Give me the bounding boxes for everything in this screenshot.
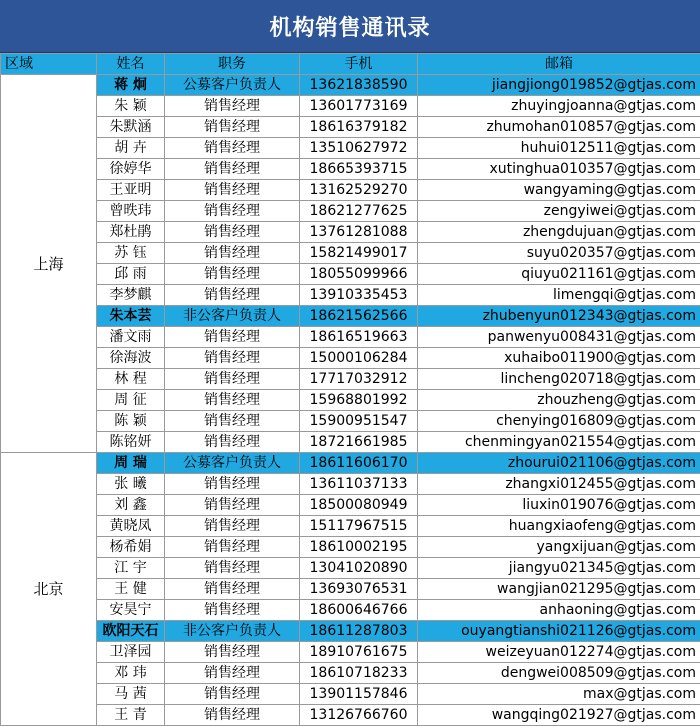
phone-cell: 17717032912 xyxy=(300,369,418,390)
role-cell: 销售经理 xyxy=(165,180,300,201)
phone-cell: 18600646766 xyxy=(300,600,418,621)
phone-cell: 13910335453 xyxy=(300,285,418,306)
phone-cell: 13126766760 xyxy=(300,705,418,726)
table-row xyxy=(1,327,700,348)
email-cell: zengyiwei@gtjas.com xyxy=(418,201,700,222)
role-cell: 销售经理 xyxy=(165,558,300,579)
table-row xyxy=(1,243,700,264)
role-cell: 销售经理 xyxy=(165,600,300,621)
role-cell: 销售经理 xyxy=(165,138,300,159)
email-cell: zhuyingjoanna@gtjas.com xyxy=(418,96,700,117)
phone-cell: 18721661985 xyxy=(300,432,418,453)
role-cell: 销售经理 xyxy=(165,579,300,600)
name-cell: 张 曦 xyxy=(97,474,165,495)
email-cell: huhui012511@gtjas.com xyxy=(418,138,700,159)
name-cell: 陈铭妍 xyxy=(97,432,165,453)
phone-cell: 18500080949 xyxy=(300,495,418,516)
table-row xyxy=(1,642,700,663)
name-cell: 王 健 xyxy=(97,579,165,600)
table-row xyxy=(1,117,700,138)
role-cell: 销售经理 xyxy=(165,117,300,138)
contact-table xyxy=(0,53,700,726)
email-cell: jiangyu021345@gtjas.com xyxy=(418,558,700,579)
table-row xyxy=(1,558,700,579)
phone-cell: 15821499017 xyxy=(300,243,418,264)
sheet-title: 机构销售通讯录 xyxy=(0,0,700,53)
table-row xyxy=(1,138,700,159)
phone-cell: 15000106284 xyxy=(300,348,418,369)
role-cell: 销售经理 xyxy=(165,201,300,222)
name-cell: 朱本芸 xyxy=(97,306,165,327)
phone-cell: 13621838590 xyxy=(300,75,418,96)
role-cell: 销售经理 xyxy=(165,516,300,537)
phone-cell: 13041020890 xyxy=(300,558,418,579)
email-cell: limengqi@gtjas.com xyxy=(418,285,700,306)
role-cell: 非公客户负责人 xyxy=(165,621,300,642)
phone-cell: 13601773169 xyxy=(300,96,418,117)
name-cell: 胡 卉 xyxy=(97,138,165,159)
email-cell: wangjian021295@gtjas.com xyxy=(418,579,700,600)
name-cell: 李梦麒 xyxy=(97,285,165,306)
name-cell: 邱 雨 xyxy=(97,264,165,285)
name-cell: 周 瑞 xyxy=(97,453,165,474)
email-cell: huangxiaofeng@gtjas.com xyxy=(418,516,700,537)
table-row xyxy=(1,663,700,684)
role-cell: 公募客户负责人 xyxy=(165,453,300,474)
email-cell: jiangjiong019852@gtjas.com xyxy=(418,75,700,96)
table-row xyxy=(1,96,700,117)
email-cell: max@gtjas.com xyxy=(418,684,700,705)
email-cell: zhangxi012455@gtjas.com xyxy=(418,474,700,495)
name-cell: 江 宇 xyxy=(97,558,165,579)
table-row xyxy=(1,285,700,306)
name-cell: 刘 鑫 xyxy=(97,495,165,516)
phone-cell: 18610718233 xyxy=(300,663,418,684)
phone-cell: 15968801992 xyxy=(300,390,418,411)
table-row xyxy=(1,222,700,243)
phone-cell: 18610002195 xyxy=(300,537,418,558)
header-role: 职务 xyxy=(165,54,300,75)
email-cell: qiuyu021161@gtjas.com xyxy=(418,264,700,285)
name-cell: 邓 玮 xyxy=(97,663,165,684)
role-cell: 销售经理 xyxy=(165,495,300,516)
phone-cell: 18055099966 xyxy=(300,264,418,285)
email-cell: suyu020357@gtjas.com xyxy=(418,243,700,264)
role-cell: 销售经理 xyxy=(165,705,300,726)
region-cell: 上海 xyxy=(1,75,97,453)
table-row xyxy=(1,348,700,369)
name-cell: 欧阳天石 xyxy=(97,621,165,642)
table-row xyxy=(1,411,700,432)
role-cell: 销售经理 xyxy=(165,663,300,684)
phone-cell: 13761281088 xyxy=(300,222,418,243)
table-row xyxy=(1,432,700,453)
email-cell: weizeyuan012274@gtjas.com xyxy=(418,642,700,663)
role-cell: 销售经理 xyxy=(165,159,300,180)
email-cell: lincheng020718@gtjas.com xyxy=(418,369,700,390)
name-cell: 黄晓凤 xyxy=(97,516,165,537)
name-cell: 安昊宁 xyxy=(97,600,165,621)
table-row xyxy=(1,600,700,621)
phone-cell: 18910761675 xyxy=(300,642,418,663)
name-cell: 潘文雨 xyxy=(97,327,165,348)
role-cell: 销售经理 xyxy=(165,411,300,432)
phone-cell: 18616379182 xyxy=(300,117,418,138)
role-cell: 销售经理 xyxy=(165,243,300,264)
email-cell: zhengdujuan@gtjas.com xyxy=(418,222,700,243)
role-cell: 公募客户负责人 xyxy=(165,75,300,96)
name-cell: 王 青 xyxy=(97,705,165,726)
email-cell: ouyangtianshi021126@gtjas.com xyxy=(418,621,700,642)
header-email: 邮箱 xyxy=(418,54,700,75)
table-row xyxy=(1,390,700,411)
email-cell: panwenyu008431@gtjas.com xyxy=(418,327,700,348)
name-cell: 卫泽园 xyxy=(97,642,165,663)
header-name: 姓名 xyxy=(97,54,165,75)
email-cell: zhumohan010857@gtjas.com xyxy=(418,117,700,138)
table-row xyxy=(1,621,700,642)
role-cell: 非公客户负责人 xyxy=(165,306,300,327)
table-row xyxy=(1,453,700,474)
email-cell: xutinghua010357@gtjas.com xyxy=(418,159,700,180)
table-row xyxy=(1,159,700,180)
table-row xyxy=(1,306,700,327)
name-cell: 郑杜鹃 xyxy=(97,222,165,243)
role-cell: 销售经理 xyxy=(165,474,300,495)
table-row xyxy=(1,579,700,600)
name-cell: 徐海波 xyxy=(97,348,165,369)
phone-cell: 18665393715 xyxy=(300,159,418,180)
email-cell: zhourui021106@gtjas.com xyxy=(418,453,700,474)
email-cell: wangyaming@gtjas.com xyxy=(418,180,700,201)
name-cell: 朱 颖 xyxy=(97,96,165,117)
phone-cell: 13162529270 xyxy=(300,180,418,201)
table-row xyxy=(1,369,700,390)
role-cell: 销售经理 xyxy=(165,432,300,453)
table-row xyxy=(1,684,700,705)
phone-cell: 18611287803 xyxy=(300,621,418,642)
table-row xyxy=(1,495,700,516)
phone-cell: 18621562566 xyxy=(300,306,418,327)
email-cell: chenmingyan021554@gtjas.com xyxy=(418,432,700,453)
role-cell: 销售经理 xyxy=(165,642,300,663)
email-cell: xuhaibo011900@gtjas.com xyxy=(418,348,700,369)
role-cell: 销售经理 xyxy=(165,285,300,306)
email-cell: wangqing021927@gtjas.com xyxy=(418,705,700,726)
role-cell: 销售经理 xyxy=(165,327,300,348)
region-cell: 北京 xyxy=(1,453,97,726)
header-region: 区域 xyxy=(1,54,97,75)
name-cell: 曾昳玮 xyxy=(97,201,165,222)
phone-cell: 15117967515 xyxy=(300,516,418,537)
phone-cell: 18616519663 xyxy=(300,327,418,348)
role-cell: 销售经理 xyxy=(165,684,300,705)
phone-cell: 15900951547 xyxy=(300,411,418,432)
table-row xyxy=(1,264,700,285)
email-cell: chenying016809@gtjas.com xyxy=(418,411,700,432)
role-cell: 销售经理 xyxy=(165,222,300,243)
email-cell: zhubenyun012343@gtjas.com xyxy=(418,306,700,327)
phone-cell: 13901157846 xyxy=(300,684,418,705)
role-cell: 销售经理 xyxy=(165,369,300,390)
role-cell: 销售经理 xyxy=(165,96,300,117)
header-row xyxy=(1,54,700,75)
table-row xyxy=(1,201,700,222)
name-cell: 蒋 炯 xyxy=(97,75,165,96)
name-cell: 朱默涵 xyxy=(97,117,165,138)
role-cell: 销售经理 xyxy=(165,264,300,285)
email-cell: zhouzheng@gtjas.com xyxy=(418,390,700,411)
email-cell: dengwei008509@gtjas.com xyxy=(418,663,700,684)
table-row xyxy=(1,705,700,726)
phone-cell: 13510627972 xyxy=(300,138,418,159)
name-cell: 苏 钰 xyxy=(97,243,165,264)
email-cell: liuxin019076@gtjas.com xyxy=(418,495,700,516)
name-cell: 陈 颖 xyxy=(97,411,165,432)
name-cell: 马 茜 xyxy=(97,684,165,705)
role-cell: 销售经理 xyxy=(165,537,300,558)
table-row xyxy=(1,516,700,537)
table-row xyxy=(1,537,700,558)
name-cell: 林 程 xyxy=(97,369,165,390)
email-cell: yangxijuan@gtjas.com xyxy=(418,537,700,558)
phone-cell: 13693076531 xyxy=(300,579,418,600)
role-cell: 销售经理 xyxy=(165,390,300,411)
name-cell: 王亚明 xyxy=(97,180,165,201)
phone-cell: 18611606170 xyxy=(300,453,418,474)
table-row xyxy=(1,180,700,201)
email-cell: anhaoning@gtjas.com xyxy=(418,600,700,621)
role-cell: 销售经理 xyxy=(165,348,300,369)
table-row xyxy=(1,474,700,495)
name-cell: 周 征 xyxy=(97,390,165,411)
table-row xyxy=(1,75,700,96)
name-cell: 杨希娟 xyxy=(97,537,165,558)
table-body xyxy=(1,75,700,726)
name-cell: 徐婷华 xyxy=(97,159,165,180)
header-phone: 手机 xyxy=(300,54,418,75)
phone-cell: 18621277625 xyxy=(300,201,418,222)
phone-cell: 13611037133 xyxy=(300,474,418,495)
